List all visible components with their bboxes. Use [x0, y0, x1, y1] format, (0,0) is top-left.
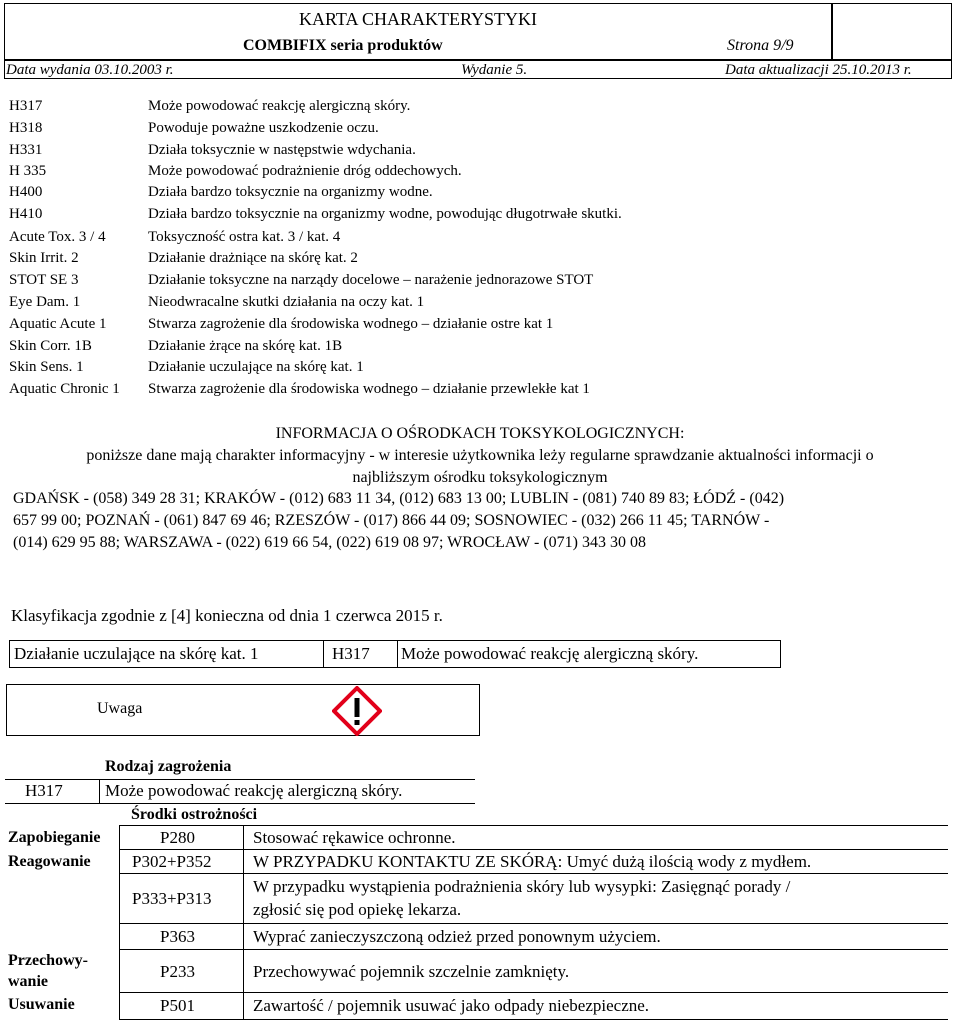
hazard-type-text: Może powodować reakcję alergiczną skóry.: [105, 781, 403, 800]
signal-word-box: [6, 684, 480, 736]
classification-statement: Może powodować reakcję alergiczną skóry.: [401, 644, 699, 663]
hazard-code: H400: [9, 184, 43, 200]
precaution-code: P501: [160, 996, 195, 1015]
precaution-text: W PRZYPADKU KONTAKTU ZE SKÓRĄ: Umyć dużą ilością wody z mydłem.: [253, 852, 812, 871]
hazard-code: Eye Dam. 1: [9, 294, 81, 310]
precaution-code: P363: [160, 927, 195, 946]
hazard-code: Skin Corr. 1B: [9, 338, 92, 354]
toxinfo-contacts: 657 99 00; POZNAŃ - (061) 847 69 46; RZESZÓW - (017) 866 44 09; SOSNOWIEC - (032) 266 11 45; TARNÓW -: [13, 512, 770, 529]
hazard-text: Stwarza zagrożenie dla środowiska wodnego – działanie ostre kat 1: [148, 316, 554, 332]
classification-code: H317: [332, 644, 370, 663]
precaution-text: Stosować rękawice ochronne.: [253, 828, 456, 847]
precaution-text: zgłosić się pod opiekę lekarza.: [253, 900, 462, 919]
hazard-code: H331: [9, 142, 43, 158]
classification-effect: Działanie uczulające na skórę kat. 1: [14, 644, 259, 663]
hazard-code: Aquatic Acute 1: [9, 316, 107, 332]
hazard-text: Działa bardzo toksycznie na organizmy wodne, powodując długotrwałe skutki.: [148, 206, 622, 222]
exclamation-mark-pictogram-icon: [332, 686, 382, 736]
hazard-text: Może powodować reakcję alergiczną skóry.: [148, 98, 411, 114]
product-name: COMBIFIX seria produktów: [243, 37, 443, 54]
hazard-text: Nieodwracalne skutki działania na oczy kat. 1: [148, 294, 425, 310]
table-divider: [323, 641, 324, 667]
precaution-text: W przypadku wystąpienia podrażnienia skóry lub wysypki: Zasięgnąć porady /: [253, 877, 791, 896]
update-date: Data aktualizacji 25.10.2013 r.: [725, 62, 912, 78]
toxinfo-title: INFORMACJA O OŚRODKACH TOKSYKOLOGICZNYCH:: [275, 425, 685, 442]
hazard-code: H317: [9, 98, 43, 114]
hazard-text: Działanie drażniące na skórę kat. 2: [148, 250, 358, 266]
hazard-type-heading: Rodzaj zagrożenia: [105, 758, 232, 775]
table-rule: [119, 1019, 948, 1020]
toxinfo-note: poniższe dane mają charakter informacyjny - w interesie użytkownika leży regularne sprawdzanie aktualności informacji o: [86, 447, 874, 464]
hazard-text: Działa bardzo toksycznie na organizmy wodne.: [148, 184, 433, 200]
hazard-text: Działanie żrące na skórę kat. 1B: [148, 338, 343, 354]
classification-title: Klasyfikacja zgodnie z [4] konieczna od dnia 1 czerwca 2015 r.: [11, 606, 443, 625]
hazard-code: H 335: [9, 163, 47, 179]
document-title: KARTA CHARAKTERYSTYKI: [299, 9, 537, 29]
toxinfo-contacts: (014) 629 95 88; WARSZAWA - (022) 619 66 54, (022) 619 08 97; WROCŁAW - (071) 343 30 08: [13, 534, 646, 551]
hazard-text: Działanie toksyczne na narządy docelowe – narażenie jednorazowe STOT: [148, 272, 594, 288]
hazard-text: Działa toksycznie w następstwie wdychania.: [148, 142, 416, 158]
table-rule: [119, 849, 948, 850]
precaution-category: Usuwanie: [8, 996, 75, 1013]
precaution-text: Przechowywać pojemnik szczelnie zamknięty.: [253, 962, 570, 981]
toxinfo-note: najbliższym ośrodku toksykologicznym: [352, 469, 608, 486]
header-divider: [831, 4, 833, 59]
precaution-category: Zapobieganie: [8, 829, 101, 846]
table-rule: [119, 992, 948, 993]
hazard-text: Stwarza zagrożenie dla środowiska wodnego – działanie przewlekłe kat 1: [148, 381, 590, 397]
precautions-heading: Środki ostrożności: [131, 806, 258, 823]
table-rule: [99, 779, 100, 803]
header-product-row: [5, 37, 831, 59]
precaution-text: Wyprać zanieczyszczoną odzież przed ponownym użyciem.: [253, 927, 661, 946]
precaution-category: Reagowanie: [8, 853, 91, 870]
precaution-code: P233: [160, 962, 195, 981]
precaution-code: P280: [160, 828, 195, 847]
precaution-category: Przechowy-: [8, 952, 88, 969]
hazard-code: Skin Sens. 1: [9, 359, 84, 375]
precaution-code: P333+P313: [132, 889, 212, 908]
hazard-code: H318: [9, 120, 43, 136]
hazard-code: Aquatic Chronic 1: [9, 381, 120, 397]
precaution-category: wanie: [8, 973, 48, 990]
hazard-text: Powoduje poważne uszkodzenie oczu.: [148, 120, 379, 136]
hazard-text: Może powodować podrażnienie dróg oddechowych.: [148, 163, 462, 179]
signal-word: Uwaga: [97, 700, 143, 717]
header-divider: [5, 59, 951, 61]
hazard-text: Działanie uczulające na skórę kat. 1: [148, 359, 364, 375]
edition: Wydanie 5.: [461, 62, 528, 78]
table-rule: [119, 923, 948, 924]
table-rule: [5, 779, 475, 780]
toxinfo-contacts: GDAŃSK - (058) 349 28 31; KRAKÓW - (012) 683 11 34, (012) 683 13 00; LUBLIN - (081) 740 89 83; ŁÓDŹ - (042): [13, 490, 785, 507]
table-rule: [119, 873, 948, 874]
table-rule: [5, 803, 475, 804]
hazard-code: Skin Irrit. 2: [9, 250, 79, 266]
page-number: Strona 9/9: [727, 37, 794, 54]
table-rule: [119, 949, 948, 950]
hazard-code: STOT SE 3: [9, 272, 79, 288]
hazard-type-code: H317: [25, 781, 63, 800]
hazard-text: Toksyczność ostra kat. 3 / kat. 4: [148, 229, 341, 245]
table-rule: [119, 825, 948, 826]
hazard-code: H410: [9, 206, 43, 222]
precaution-text: Zawartość / pojemnik usuwać jako odpady niebezpieczne.: [253, 996, 650, 1015]
document-header: [4, 3, 952, 79]
issue-date: Data wydania 03.10.2003 r.: [6, 62, 174, 78]
table-divider: [397, 641, 398, 667]
precaution-code: P302+P352: [132, 852, 212, 871]
hazard-code: Acute Tox. 3 / 4: [9, 229, 106, 245]
classification-table: [9, 640, 781, 668]
